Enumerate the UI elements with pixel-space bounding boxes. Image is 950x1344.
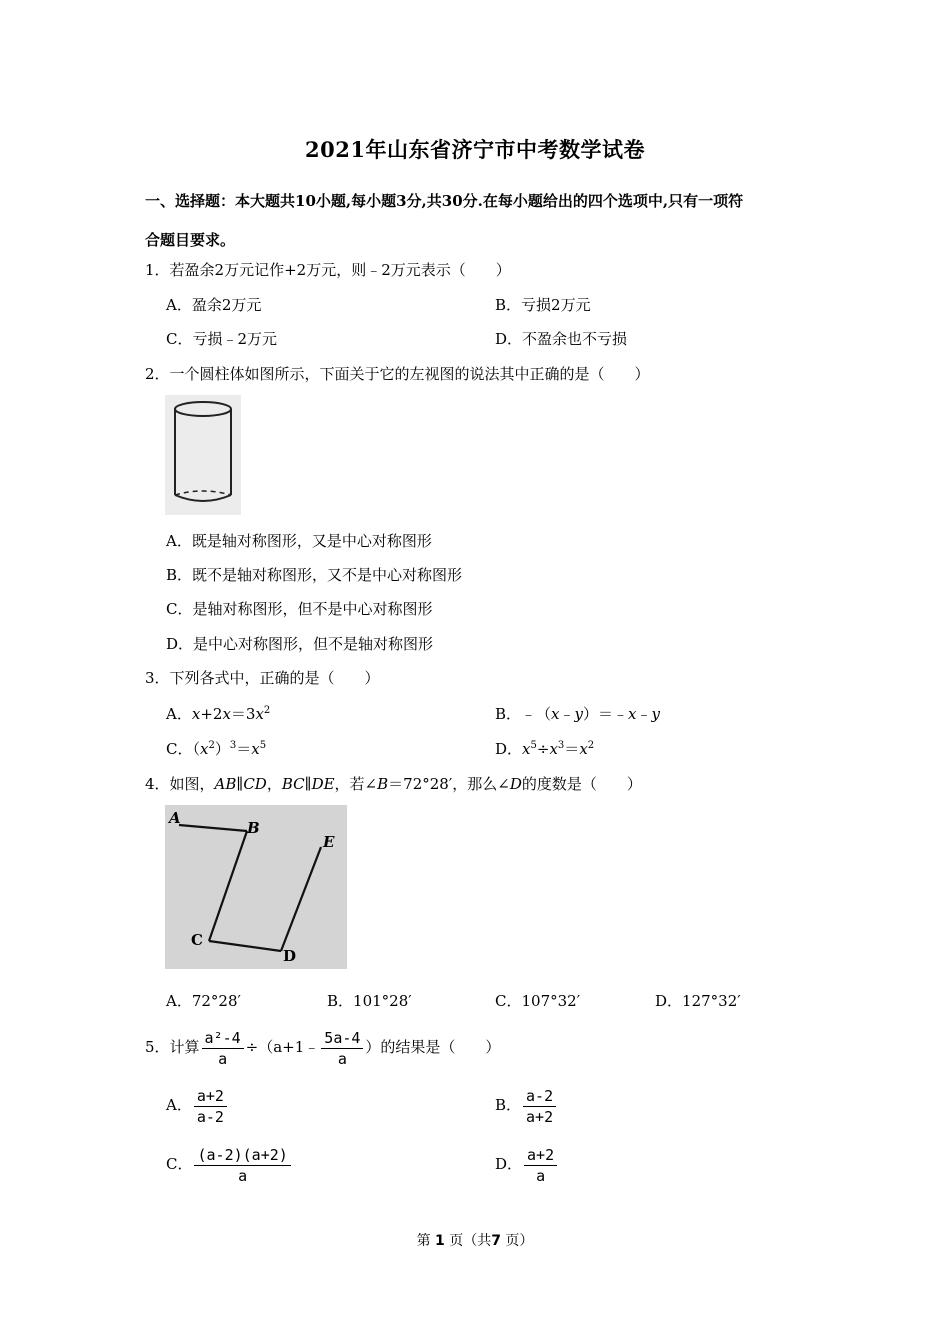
question-1-option-a: A．盈余2万元 xyxy=(166,296,262,314)
question-2-option-a: A．既是轴对称图形，又是中心对称图形 xyxy=(166,532,432,550)
question-3-option-a: A．$x+2x=3x^2$ xyxy=(166,705,271,723)
question-2-option-c: C．是轴对称图形，但不是中心对称图形 xyxy=(166,600,433,618)
page-number: 1 xyxy=(435,1233,445,1249)
figure-label-d: D xyxy=(283,947,297,965)
figure-label-e: E xyxy=(323,833,335,851)
question-5-option-a: A． $\frac{a+2}{a-2}$ xyxy=(166,1086,229,1126)
question-3-stem: 3．下列各式中，正确的是（ ） xyxy=(145,669,380,687)
question-5-option-c: C． $\frac{(a-2)(a+2)}{a}$ xyxy=(166,1145,293,1185)
question-5-stem: 5．计算 $\frac{\text{a²-4}}{a}$ ÷（a+1﹣ $\frac{5a-4}{a}$ ）的结果是（ ） xyxy=(145,1028,501,1068)
figure-label-b: B xyxy=(247,819,260,837)
question-3-option-c: C．$(x^2)^3=x^5$ xyxy=(166,740,267,758)
question-1-option-d: D．不盈余也不亏损 xyxy=(495,330,628,348)
question-2-stem: 2．一个圆柱体如图所示，下面关于它的左视图的说法其中正确的是（ ） xyxy=(145,365,650,383)
question-1-option-b: B．亏损2万元 xyxy=(495,296,591,314)
fraction-1: $\frac{\text{a²-4}}{a}$ xyxy=(202,1029,244,1068)
section-heading-line2: 合题目要求。 xyxy=(145,231,236,249)
question-2-option-b: B．既不是轴对称图形，又不是中心对称图形 xyxy=(166,566,463,584)
question-4-option-a: A．72°28′ xyxy=(166,992,241,1010)
question-4-option-c: C．107°32′ xyxy=(495,992,581,1010)
page-title: 2021年山东省济宁市中考数学试卷 xyxy=(305,137,645,162)
page-footer: 第 1 页（共7 页） xyxy=(416,1233,534,1249)
question-3-option-d: D．$x^5\div x^3=x^2$ xyxy=(495,740,595,758)
parallel-lines-figure xyxy=(165,805,347,973)
question-1-stem: 1．若盈余2万元记作+2万元，则﹣2万元表示（ ） xyxy=(145,261,511,279)
section-heading-line1: 一、选择题：本大题共10小题,每小题3分,共30分.在每小题给出的四个选项中,只有一项符 xyxy=(145,192,744,210)
question-5-option-b: B． $\frac{a-2}{a+2}$ xyxy=(495,1086,558,1126)
question-1-option-c: C．亏损﹣2万元 xyxy=(166,330,278,348)
question-5-option-d: D． $\frac{a+2}{a}$ xyxy=(495,1145,559,1185)
fraction-2: $\frac{5a-4}{a}$ xyxy=(321,1029,363,1068)
question-2-option-d: D．是中心对称图形，但不是轴对称图形 xyxy=(166,635,434,653)
figure-label-a: A xyxy=(169,809,181,827)
question-4-option-b: B．101°28′ xyxy=(327,992,412,1010)
page-total: 7 xyxy=(491,1233,501,1249)
question-4-option-d: D．127°32′ xyxy=(655,992,741,1010)
question-4-stem: 4．如图，AB∥CD，BC∥DE，若∠B＝72°28′，那么∠D的度数是（ ） xyxy=(145,775,642,793)
cylinder-figure xyxy=(165,395,241,519)
question-3-option-b: B．﹣（x﹣y）＝﹣x﹣y xyxy=(495,705,660,723)
figure-label-c: C xyxy=(191,931,203,949)
